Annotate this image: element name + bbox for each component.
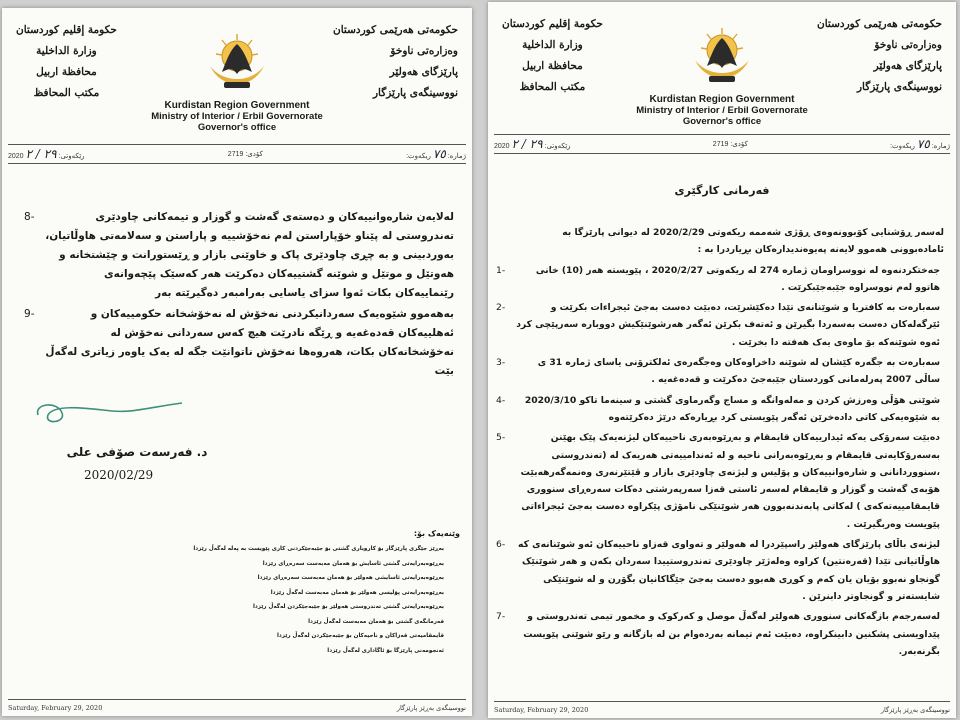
list-item	[24, 208, 458, 303]
cc-line: بەڕێوەبەرایەتی گشتی ئاسایش بۆ هەمان مەبەست سەرەڕای رێزدا	[262, 560, 444, 567]
ref-date-handwritten: ٢٩ / ٢	[511, 137, 543, 151]
cc-line: ئەنجومەنی پارێزگا بۆ ئاگاداری لەگەڵ رێزدا	[327, 647, 444, 654]
reference-line	[8, 147, 466, 161]
arabic-line: مكتب المحافظ	[519, 81, 586, 93]
item-text: لیژنەی باڵای پارێزگای هەولێر راسپێردرا لە هەولێر و تەواوی قەزاو ناحییەکان ئەو شوێنانەی کە هاوڵاتیانی تێدا (قەرەنتین) کراوە وەلەژێر چاودێری تەندروستییدا سەردان بکەن و هەر شوێنێک گونجاو نەبوو بۆیان یان کەم و کوڕی هەبوو دەست بەجێ جێگاکانیان بگۆرن و لە شوێنێکی شایستەتر و گونجاوتر دابنرێن .	[518, 539, 940, 602]
ref-code-label: کۆدی:	[730, 141, 748, 148]
english-line: Kurdistan Region Government	[164, 100, 310, 111]
item-number: -7	[496, 611, 506, 623]
kurdish-line: پارێزگای هەولێر	[873, 60, 942, 72]
arabic-letterhead	[502, 14, 603, 98]
item-text: دەبێت سەرۆکی یەکە ئیدارییەکان قایمقام و بەڕێوەبەری ناحییەکان لیژنەیەک پێک بهێنن بەسەرۆکایەتی قایمقام و بەڕێوەبەرانی ناحیە و لە ئەندامییەتی هەریەک لە (تەندروستی ،سنووردانانی و شارەوانییەکان و پۆلیس و لیژنەی چاودێری بازار و ڤێتێرنەری وەنمەگەرهەبێت هۆبەی گەشت و گوزار و قایمقام لەسەر ئاستی قەزا سەرپەرشتی دەکات سەرەڕای سنووری قایمقامییەتەکەی ) لەکاتی پابەندنەبوون هەر شوێنێکی نامۆژی پێکراوە دەست بەجێ ئیجراءاتی پێویست وەربگیرێت .	[520, 432, 940, 530]
ref-date-label: رێکەوتی:	[58, 153, 85, 160]
kurdish-line: نووسینگەی پارێزگار	[856, 81, 942, 93]
ref-code-group	[228, 150, 263, 158]
item-text: لەلایەن شارەوانییەکان و دەستەی گەشت و گوزار و تیمەکانی چاودێری تەندروستی لە پێناو خۆپاراستن لەم نەخۆشییە و پاراستن و سەلامەتی هاوڵاتیان، بەوردبینی و بە چڕی چاودێری پاک و خاوێنی بازار و ڕێستورانت و چێشتخانە و هەوتێل و موتێل و شوێنە گشتییەکان دەکرێت هەر کەسێک پێچەوانەی رێنماییەکان بکات ئەوا سزای یاسایی بەرامبەر دەگیرێتە بەر	[45, 211, 454, 299]
arabic-line: محافظة اربيل	[522, 60, 583, 72]
reference-line	[494, 137, 950, 151]
ref-number-group	[406, 147, 466, 161]
list-item	[496, 392, 944, 427]
english-letterhead	[2, 100, 472, 133]
english-line: Ministry of Interior / Erbil Governorate	[636, 105, 808, 116]
item-text: سەبارەت بە جگەرە کێشان لە شوێنە داخراوەکان وەجگەرەی ئەلکترۆنی یاسای ژمارە 31 ی ساڵی 2007 پەرلەمانی کوردستان جێبەجێ دەکرێت و قەدەغەیە .	[537, 357, 940, 386]
ref-code: 2719	[227, 151, 244, 158]
item-number: -8	[24, 211, 35, 223]
ref-date-group	[8, 147, 85, 161]
divider	[8, 144, 466, 145]
ref-date-group	[494, 137, 571, 151]
item-text: بەهەموو شێوەیەک سەردانیکردنی نەخۆش لە نەخۆشخانە حکومییەکان و ئەهلییەکان قەدەغەیە و ڕێگە نادرێت هیچ کەس سەردانی نەخۆش لە نەخۆشخانەکان بکات، هەروەها نەخۆش ناتوانێت جگە لە یەک یاوەر زیاتری لەگەڵ بێت	[45, 308, 454, 377]
ref-code-group	[713, 140, 748, 148]
cc-list	[12, 542, 444, 658]
arabic-line: وزارة الداخلية	[522, 39, 583, 51]
cc-line: بەڕێوەبەرایەتی گشتی تەندروستی هەولێر بۆ جێبەجێکردن لەگەڵ رێزدا	[252, 604, 444, 610]
arabic-line: وزارة الداخلية	[36, 45, 97, 57]
signature-icon	[32, 393, 192, 433]
item-number: -5	[496, 432, 506, 444]
divider	[8, 163, 466, 164]
ref-ref-label: ریکەوت:	[406, 153, 431, 160]
list-item	[496, 536, 944, 605]
footer	[494, 704, 950, 716]
english-line: Governor's office	[682, 116, 762, 127]
item-text: شوێنی هۆڵی وەرزش کردن و مەلەوانگە و مساج وگەرماوی گشتی و سینەما تاکو 2020/3/10 بە شێوەیەکی کاتی دادەخرێن ئەگەر پێویستی کرد بڕیارەکە درێژ دەکرێتەوە	[524, 394, 940, 423]
cc-line: بەڕێوەبەرایەتی ئاسایشی هەولێر بۆ هەمان مەبەست سەرەڕای رێزدا	[257, 575, 444, 581]
footer-date: Saturday, February 29, 2020	[494, 706, 589, 714]
ref-number-handwritten: ٧٥	[916, 137, 930, 151]
item-number: -1	[496, 264, 506, 276]
krg-seal-icon	[687, 20, 757, 86]
document-page-right	[488, 2, 956, 718]
divider	[494, 153, 950, 154]
right-body	[496, 224, 944, 660]
item-number: -3	[496, 357, 506, 369]
ref-number-handwritten: ٧٥	[432, 147, 446, 161]
kurdish-line: وەزارەتی ناوخۆ	[874, 39, 942, 51]
kurdish-line: حکومەتی هەرێمی کوردستان	[817, 18, 942, 30]
list-item	[496, 262, 944, 297]
document-page-left	[2, 8, 472, 716]
cc-line: فەرمانگەی گشتی بۆ هەمان مەبەست لەگەڵ رێزدا	[308, 618, 444, 625]
arabic-line: حكومة إقليم كوردستان	[502, 18, 603, 30]
arabic-letterhead	[16, 20, 117, 104]
english-letterhead	[488, 94, 956, 127]
arabic-line: حكومة إقليم كوردستان	[16, 24, 117, 36]
document-title: فەرمانی کارگێری	[674, 184, 770, 197]
ref-code: 2719	[712, 141, 729, 148]
english-line: Kurdistan Region Government	[649, 94, 795, 105]
krg-seal-icon	[202, 26, 272, 92]
english-line: Governor's office	[197, 122, 277, 133]
signatory-name: د. فەرسەت صۆفی علی	[66, 445, 208, 459]
item-text: سەبارەت بە کافتریا و شوێنانەی تێدا دەکێشرێت، دەبێت دەست بەجێ ئیجراءات بکرێت و ئێرگەلەکان دەست بەسەردا بگیرێن و ئەتەف بکرێن ئەگەر هەرشوێنێکیش دووبارە سەرپێچی کرد ئەوە شوێنەکە بۆ ماوەی یەک هەفتە دا بخرێت .	[516, 302, 940, 348]
divider	[494, 134, 950, 135]
item-number: -6	[496, 539, 506, 551]
cc-line: قایمقامیەتی قەزاکان و ناحیەکان بۆ جێبەجێکردن لەگەڵ رێزدا	[277, 633, 444, 639]
ref-ref-label: ریکەوت:	[890, 143, 915, 150]
cc-line: بەڕێز جێگری پارێزگار بۆ کاروباری گشتی بۆ جێبەجێکردنی کاری پێویست بە پەلە لەگەڵ رێزدا	[193, 546, 444, 552]
footer	[8, 702, 466, 714]
kurdish-letterhead	[333, 20, 458, 104]
item-number: -2	[496, 302, 506, 314]
ref-number-group	[890, 137, 950, 151]
signature-date: 2020/02/29	[84, 468, 154, 482]
ref-year: 2020	[8, 153, 24, 160]
kurdish-line: نووسینگەی پارێزگار	[372, 87, 458, 99]
list-item	[496, 299, 944, 351]
divider	[494, 701, 950, 702]
footer-office: نووسینگەی بەڕێز پارێزگار	[396, 704, 466, 712]
ref-code-label: کۆدی:	[245, 151, 263, 158]
english-line: Ministry of Interior / Erbil Governorate	[151, 111, 323, 122]
cc-title: وێنەیەک بۆ:	[413, 529, 460, 538]
left-body	[24, 208, 458, 381]
cc-line: بەڕێوەبەرایەتی پۆلیسی هەولێر بۆ هەمان مەبەست لەگەڵ رێزدا	[270, 589, 444, 596]
intro-paragraph: لەسەر ڕۆشنایی کۆبوونەوەی ڕۆژی شەممە ریکەوتی 2020/2/29 لە دیوانی پارێزگا بە ئامادەبوونی هەموو لایەنە پەیوەندیدارەکان بڕیاردرا بە :	[562, 227, 944, 256]
kurdish-letterhead	[817, 14, 942, 98]
item-text: جەختکردنەوە لە نووسراومان ژمارە 274 لە ریکەوتی 2020/2/27 ، پێویستە هەر (10) خانی هاتوو لەم نووسراوە جێبەجێبکرێت .	[535, 264, 940, 293]
arabic-line: مكتب المحافظ	[33, 87, 100, 99]
arabic-line: محافظة اربيل	[36, 66, 97, 78]
ref-number-label: ژمارە:	[931, 143, 950, 150]
list-item	[24, 305, 458, 381]
divider	[8, 699, 466, 700]
kurdish-line: وەزارەتی ناوخۆ	[390, 45, 458, 57]
ref-year: 2020	[494, 143, 510, 150]
letterhead	[488, 2, 956, 137]
list-item	[496, 354, 944, 389]
kurdish-line: پارێزگای هەولێر	[389, 66, 458, 78]
item-number: -9	[24, 308, 35, 320]
list-item	[496, 608, 944, 660]
letterhead	[2, 8, 472, 143]
item-number: -4	[496, 394, 506, 406]
footer-date: Saturday, February 29, 2020	[8, 704, 103, 712]
ref-date-label: رێکەوتی:	[544, 143, 571, 150]
list-item	[496, 429, 944, 533]
ref-number-label: ژمارە:	[447, 153, 466, 160]
kurdish-line: حکومەتی هەرێمی کوردستان	[333, 24, 458, 36]
item-text: لەسەرجەم بازگەکانی سنووری هەولێر لەگەڵ موصل و کەرکوک و مخمور تیمی تەندروستی و پێداویستی پشکنین دابینکراوە، دەبێت ئەم تیمانە بەردەوام بن لە بازگانە و رێو شوێنی پێویست بگرنەبەر.	[523, 611, 940, 657]
footer-office: نووسینگەی بەڕێز پارێزگار	[880, 706, 950, 714]
ref-date-handwritten: ٢٩ / ٢	[25, 147, 57, 161]
